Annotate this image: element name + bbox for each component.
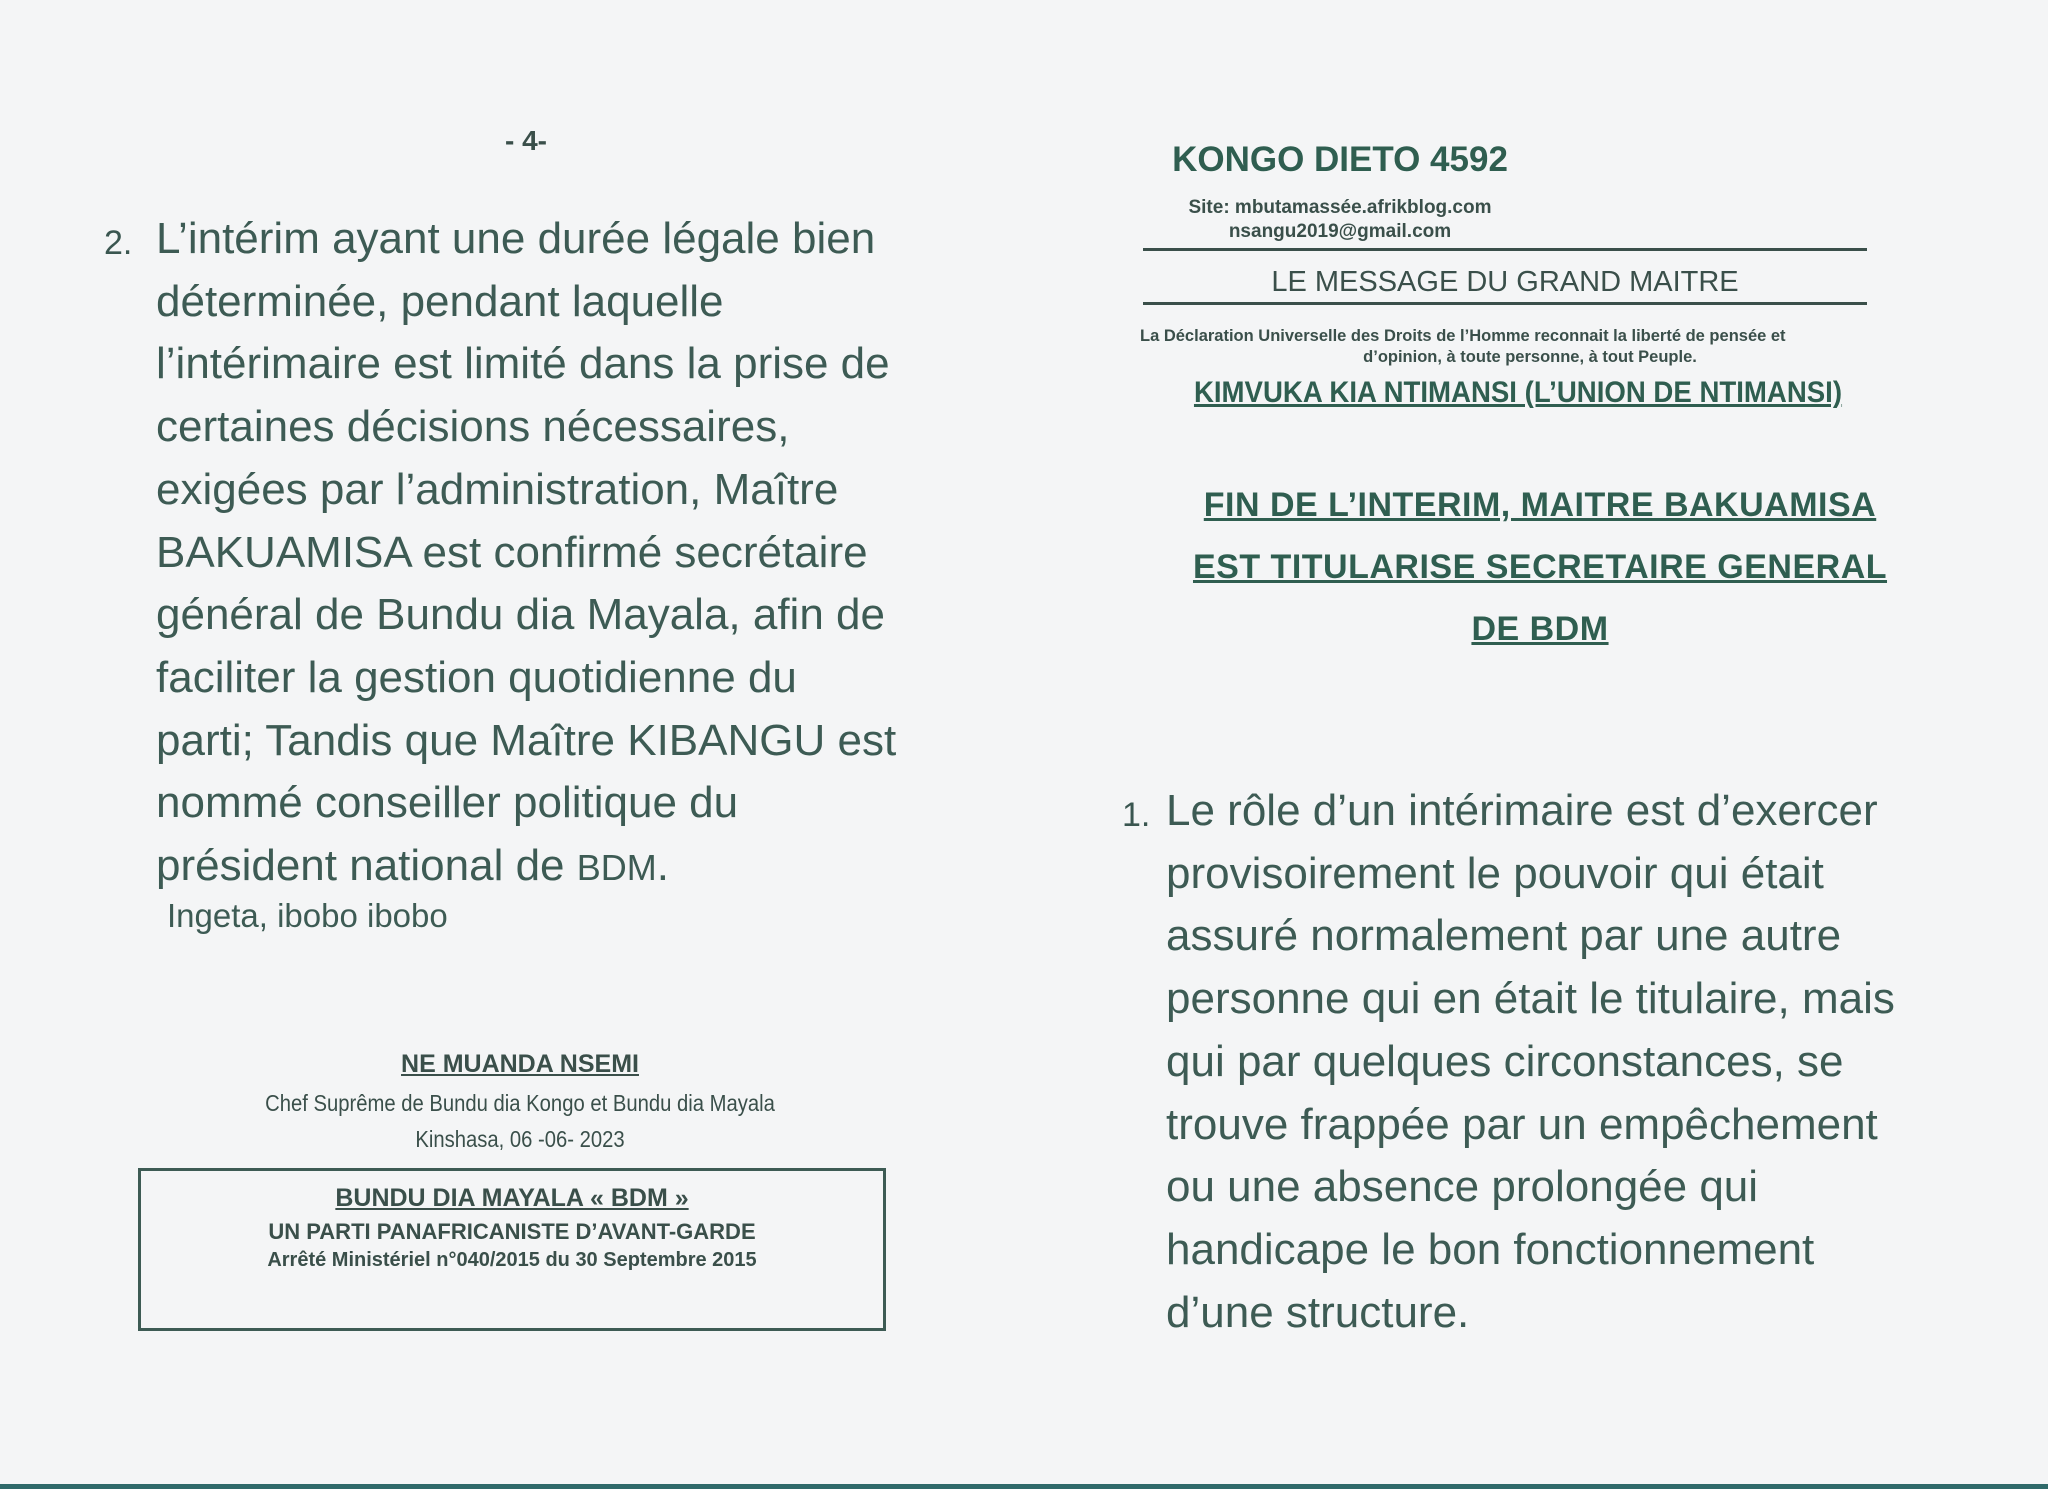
place-date: Kinshasa, 06 -06- 2023 (415, 1126, 625, 1152)
paragraph-text (156, 208, 984, 900)
union-heading: KIMVUKA KIA NTIMANSI (L’UNION DE NTIMANSI) (1193, 376, 1843, 409)
text-line: personne qui en était le titulaire, mais (1166, 974, 1895, 1024)
text-segment: . (656, 841, 669, 891)
text-line: assuré normalement par une autre (1166, 911, 1842, 961)
signature-block (140, 1050, 900, 1157)
text-line-last (156, 835, 984, 900)
party-decree: Arrêté Ministériel n°040/2015 du 30 Septembre 2015 (267, 1249, 757, 1271)
signatory-name: NE MUANDA NSEMI (401, 1050, 639, 1078)
paragraph-number: 2. (104, 224, 133, 262)
headline-line: DE BDM (1471, 610, 1609, 648)
article-headline (1115, 474, 1965, 660)
text-line: provisoirement le pouvoir qui était (1166, 848, 1824, 898)
page-number: - 4- (505, 125, 547, 156)
declaration-line: La Déclaration Universelle des Droits de l’Homme reconnait la liberté de pensée et (1140, 327, 1786, 345)
site-url: Site: mbutamassée.afrikblog.com (1188, 197, 1492, 218)
party-tagline: UN PARTI PANAFRICANISTE D’AVANT-GARDE (268, 1219, 756, 1244)
paragraph-2 (104, 208, 984, 900)
text-line: handicape le bon fonctionnement (1166, 1224, 1815, 1274)
text-line: faciliter la gestion quotidienne du (156, 652, 797, 702)
headline-line: EST TITULARISE SECRETAIRE GENERAL (1192, 548, 1888, 586)
newsletter-title: KONGO DIETO 4592 (1172, 140, 1508, 179)
declaration-text (1140, 326, 1920, 368)
text-line: BAKUAMISA est confirmé secrétaire (156, 527, 868, 577)
text-segment: président national de (156, 841, 577, 891)
text-line: exigées par l’administration, Maître (156, 464, 839, 514)
text-line: certaines décisions nécessaires, (156, 402, 790, 452)
bdm-abbreviation: BDM (576, 847, 657, 889)
text-line: L’intérim ayant une durée légale bien (156, 214, 876, 263)
message-heading: LE MESSAGE DU GRAND MAITRE (1271, 266, 1739, 298)
text-line: trouve frappée par un empêchement (1166, 1099, 1878, 1149)
paragraph-1 (1122, 780, 1972, 1344)
signatory-role: Chef Suprême de Bundu dia Kongo et Bundu dia Mayala (265, 1090, 775, 1116)
text-line: parti; Tandis que Maître KIBANGU est (156, 715, 897, 765)
proverb: Ingeta, ibobo ibobo (167, 897, 448, 934)
text-line: ou une absence prolongée qui (1166, 1162, 1759, 1212)
paragraph-number: 1. (1122, 796, 1151, 834)
party-info-box (138, 1168, 886, 1331)
text-line: l’intérimaire est limité dans la prise de (156, 339, 890, 389)
text-line: qui par quelques circonstances, se (1166, 1036, 1844, 1086)
headline-line: FIN DE L’INTERIM, MAITRE BAKUAMISA (1203, 486, 1877, 524)
divider (1143, 248, 1867, 251)
divider (1143, 302, 1867, 305)
paragraph-text (1166, 780, 1972, 1344)
text-line: général de Bundu dia Mayala, afin de (156, 590, 885, 640)
party-name: BUNDU DIA MAYALA « BDM » (335, 1184, 689, 1212)
bottom-border (0, 1484, 2048, 1489)
text-line: d’une structure. (1166, 1287, 1470, 1337)
contact-block (1140, 196, 1540, 244)
text-line: Le rôle d’un intérimaire est d’exercer (1166, 786, 1878, 835)
email-address: nsangu2019@gmail.com (1228, 221, 1452, 242)
declaration-line: d’opinion, à toute personne, à tout Peuple. (1363, 348, 1697, 366)
text-line: nommé conseiller politique du (156, 778, 739, 828)
text-line: déterminée, pendant laquelle (156, 276, 724, 326)
